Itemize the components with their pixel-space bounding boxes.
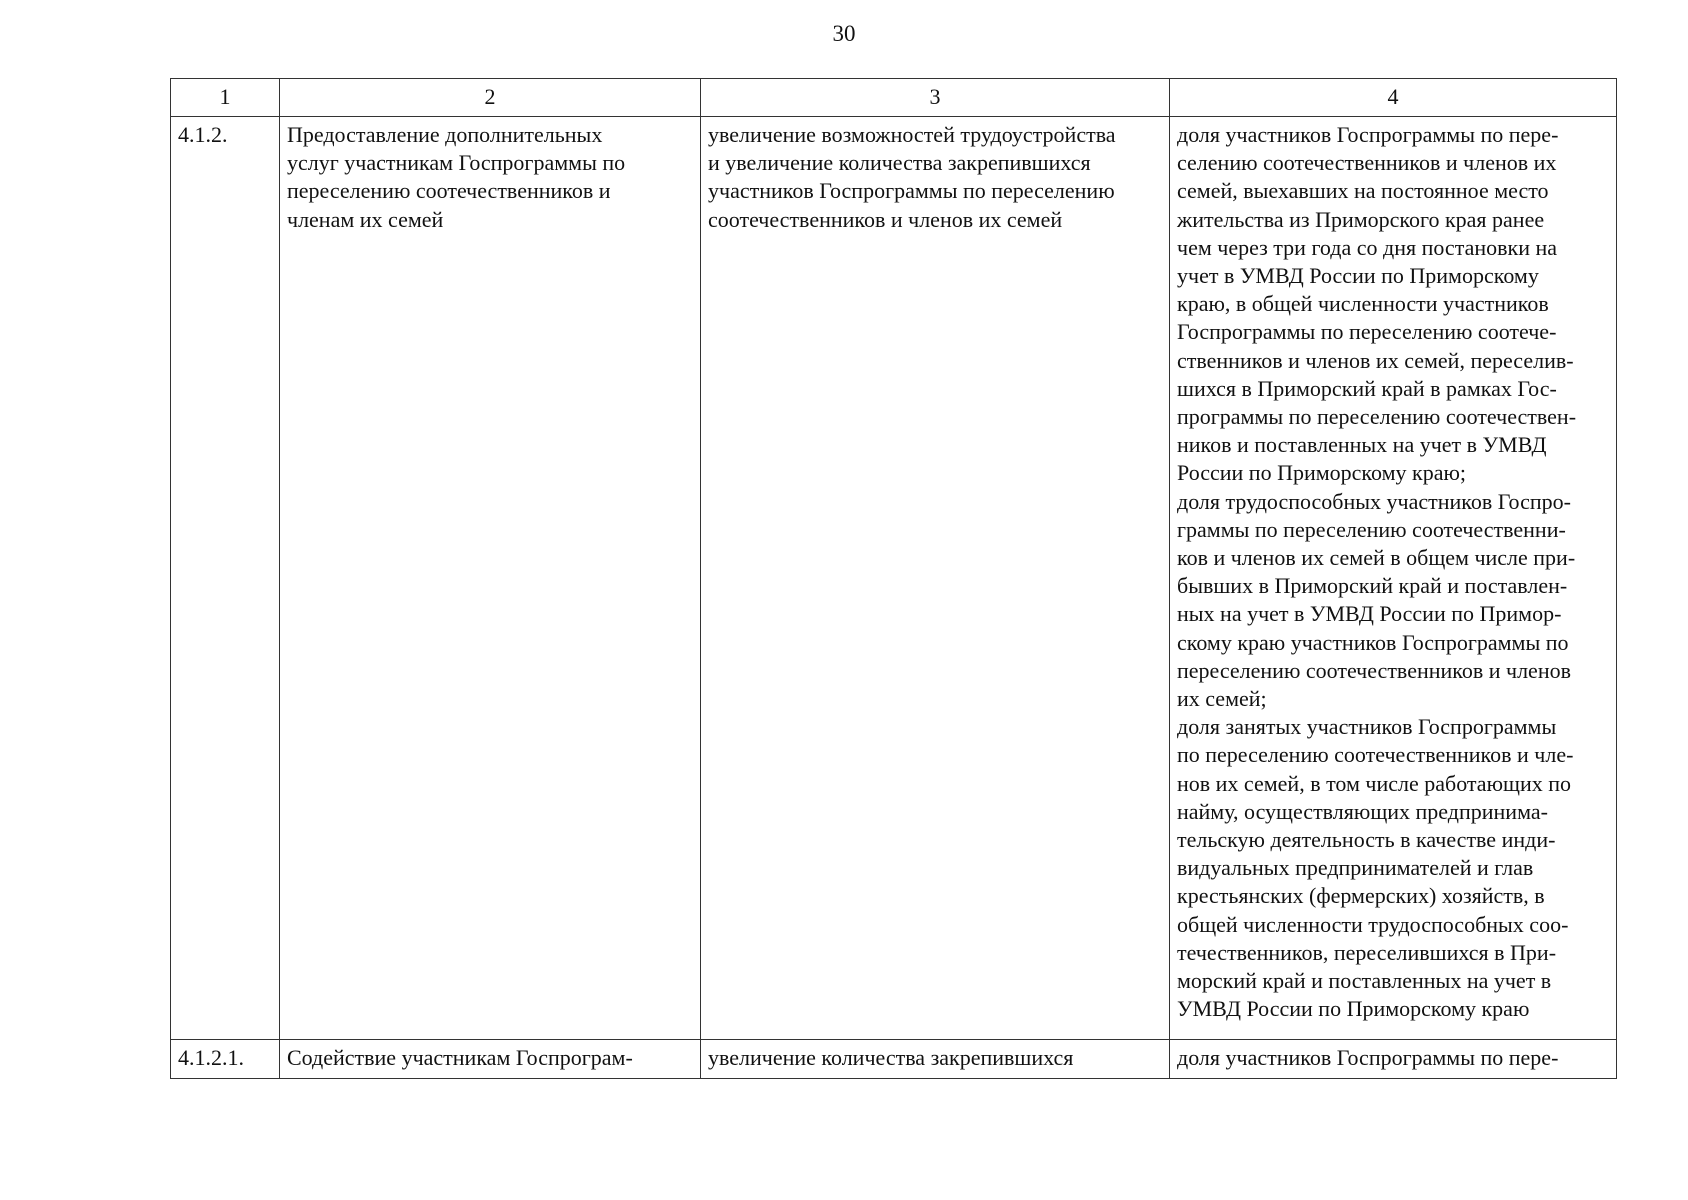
indicator-cell [1170, 1040, 1617, 1079]
column-header-2: 2 [280, 79, 701, 117]
column-header-4: 4 [1170, 79, 1617, 117]
indicator-cell [1170, 117, 1617, 1040]
result-text: увеличение возможностей трудоустройства и увеличение количества закрепившихся участников Госпрограммы по переселению соотечественников и членов их семей [708, 122, 1116, 232]
result-cell [701, 117, 1170, 1040]
row-number-cell [171, 1040, 280, 1079]
indicator-text: доля участников Госпрограммы по пере- селению соотечественников и членов их семей, выехавших на постоянное место жительства из Приморского края ранее чем через три года со дня постановки на учет в УМВД России по Приморскому краю, в общей численности участников Госпрограммы по переселению соотече- ственников и членов их семей, переселив- шихся в Приморский край в рамках Гос- программы по переселению соотечествен- ников и поставленных на учет в УМВД России по Приморскому краю; доля трудоспособных участников Госпро- граммы по переселению соотечественни- ков и членов их семей в общем числе при- бывших в Приморский край и поставлен- ных на учет в УМВД России по Примор- скому краю участников Госпрограммы по переселению соотечественников и членов их семей; доля занятых участников Госпрограммы по переселению соотечественников и чле- нов их семей, в том числе работающих по найму, осуществляющих предпринима- тельскую деятельность в качестве инди- видуальных предпринимателей и глав крестьянских (фермерских) хозяйств, в общей численности трудоспособных соо- течественников, переселившихся в При- морский край и поставленных на учет в УМВД России по Приморскому краю [1177, 122, 1577, 1022]
result-text: увеличение количества закрепившихся [708, 1045, 1074, 1070]
activity-text: Содействие участникам Госпрограм- [287, 1045, 633, 1070]
column-header-3: 3 [701, 79, 1170, 117]
page-number: 30 [832, 21, 856, 46]
table-header-row [171, 79, 1617, 117]
program-activities-table [170, 78, 1617, 1079]
result-cell [701, 1040, 1170, 1079]
column-header-1: 1 [171, 79, 280, 117]
table-row [171, 117, 1617, 1040]
activity-cell [280, 117, 701, 1040]
row-number: 4.1.2. [178, 122, 228, 147]
activity-cell [280, 1040, 701, 1079]
activity-text: Предоставление дополнительных услуг участникам Госпрограммы по переселению соотечественников и членам их семей [287, 122, 626, 232]
table-row [171, 1040, 1617, 1079]
indicator-text: доля участников Госпрограммы по пере- [1177, 1045, 1559, 1070]
row-number: 4.1.2.1. [178, 1045, 244, 1070]
row-number-cell [171, 117, 280, 1040]
